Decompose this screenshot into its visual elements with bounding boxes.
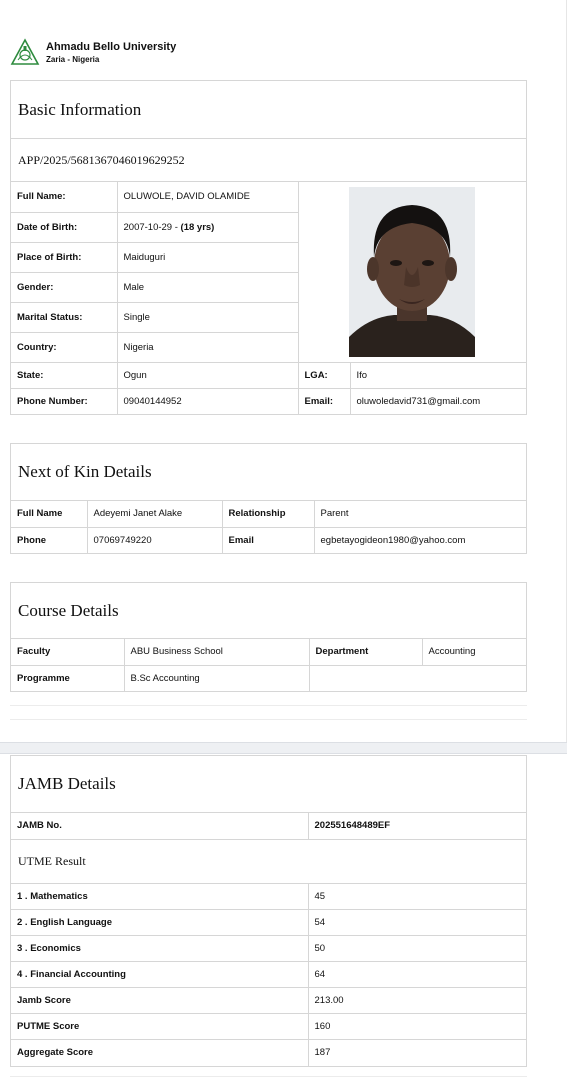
score-label: Aggregate Score (11, 1040, 308, 1066)
email-value: oluwoledavid731@gmail.com (350, 388, 526, 414)
course-details-section (10, 582, 527, 692)
field-label: Full Name (11, 501, 87, 527)
country-value: Nigeria (117, 332, 298, 362)
table-row (11, 884, 526, 910)
table-row (11, 182, 526, 212)
photo-cell (298, 182, 526, 362)
field-label: Faculty (11, 639, 124, 665)
field-label: Relationship (222, 501, 314, 527)
section-title: Next of Kin Details (11, 444, 526, 501)
score-value: 50 (308, 936, 526, 962)
score-value: 54 (308, 910, 526, 936)
kin-name-value: Adeyemi Janet Alake (87, 501, 222, 527)
field-label: Phone (11, 527, 87, 553)
table-row (11, 936, 526, 962)
divider (10, 705, 527, 706)
university-location: Zaria - Nigeria (46, 55, 100, 64)
subject-label: 2 . English Language (11, 910, 308, 936)
subject-label: 4 . Financial Accounting (11, 962, 308, 988)
programme-value: B.Sc Accounting (124, 665, 309, 691)
kin-table (11, 501, 526, 553)
field-label: Phone Number: (11, 388, 117, 414)
document-header (10, 36, 176, 70)
score-value: 187 (308, 1040, 526, 1066)
department-value: Accounting (422, 639, 526, 665)
table-row (11, 501, 526, 527)
table-row (11, 665, 526, 691)
table-row (11, 813, 526, 839)
date-of-birth-value (117, 212, 298, 242)
table-row (11, 527, 526, 553)
faculty-value: ABU Business School (124, 639, 309, 665)
section-title: JAMB Details (11, 756, 526, 813)
field-label: Marital Status: (11, 302, 117, 332)
field-label: Email (222, 527, 314, 553)
table-row (11, 639, 526, 665)
table-row (11, 1040, 526, 1066)
score-value: 213.00 (308, 988, 526, 1014)
section-title: Course Details (11, 583, 526, 639)
jamb-details-section (10, 755, 527, 1067)
field-label: JAMB No. (11, 813, 308, 839)
jamb-number-value: 202551648489EF (308, 813, 526, 839)
table-row (11, 388, 526, 414)
score-value: 45 (308, 884, 526, 910)
marital-status-value: Single (117, 302, 298, 332)
section-title: Basic Information (11, 81, 526, 139)
jamb-number-table (11, 813, 526, 840)
age-text: (18 yrs) (180, 221, 215, 233)
page-gap (0, 742, 567, 754)
field-label: Country: (11, 332, 117, 362)
passport-photo (349, 187, 475, 357)
basic-information-section (10, 80, 527, 415)
field-label: Date of Birth: (11, 212, 117, 242)
score-value: 160 (308, 1014, 526, 1040)
field-label: LGA: (298, 362, 350, 388)
field-label: State: (11, 362, 117, 388)
dob-text: 2007-10-29 - (123, 221, 181, 233)
subject-label: 3 . Economics (11, 936, 308, 962)
score-label: Jamb Score (11, 988, 308, 1014)
place-of-birth-value: Maiduguri (117, 242, 298, 272)
field-label: Full Name: (11, 182, 117, 212)
divider (10, 1076, 527, 1077)
empty-cell (309, 665, 526, 691)
state-value: Ogun (117, 362, 298, 388)
table-row (11, 362, 526, 388)
page-two (0, 754, 567, 1081)
phone-value: 09040144952 (117, 388, 298, 414)
portrait-image (349, 187, 475, 357)
kin-relationship-value: Parent (314, 501, 526, 527)
university-name: Ahmadu Bello University (46, 41, 177, 53)
score-label: PUTME Score (11, 1014, 308, 1040)
field-label: Email: (298, 388, 350, 414)
course-table (11, 639, 526, 691)
kin-phone-value: 07069749220 (87, 527, 222, 553)
basic-info-table (11, 182, 526, 414)
divider (10, 719, 527, 720)
table-row (11, 988, 526, 1014)
subject-label: 1 . Mathematics (11, 884, 308, 910)
full-name-value: OLUWOLE, DAVID OLAMIDE (117, 182, 298, 212)
application-number: APP/2025/5681367046019629252 (11, 139, 526, 182)
gender-value: Male (117, 272, 298, 302)
field-label: Place of Birth: (11, 242, 117, 272)
lga-value: Ifo (350, 362, 526, 388)
next-of-kin-section (10, 443, 527, 554)
table-row (11, 1014, 526, 1040)
score-value: 64 (308, 962, 526, 988)
table-row (11, 910, 526, 936)
field-label: Gender: (11, 272, 117, 302)
university-logo-icon (10, 38, 40, 68)
field-label: Programme (11, 665, 124, 691)
utme-table (11, 884, 526, 1066)
field-label: Department (309, 639, 422, 665)
kin-email-value: egbetayogideon1980@yahoo.com (314, 527, 526, 553)
utme-result-title: UTME Result (11, 840, 526, 884)
table-row (11, 962, 526, 988)
